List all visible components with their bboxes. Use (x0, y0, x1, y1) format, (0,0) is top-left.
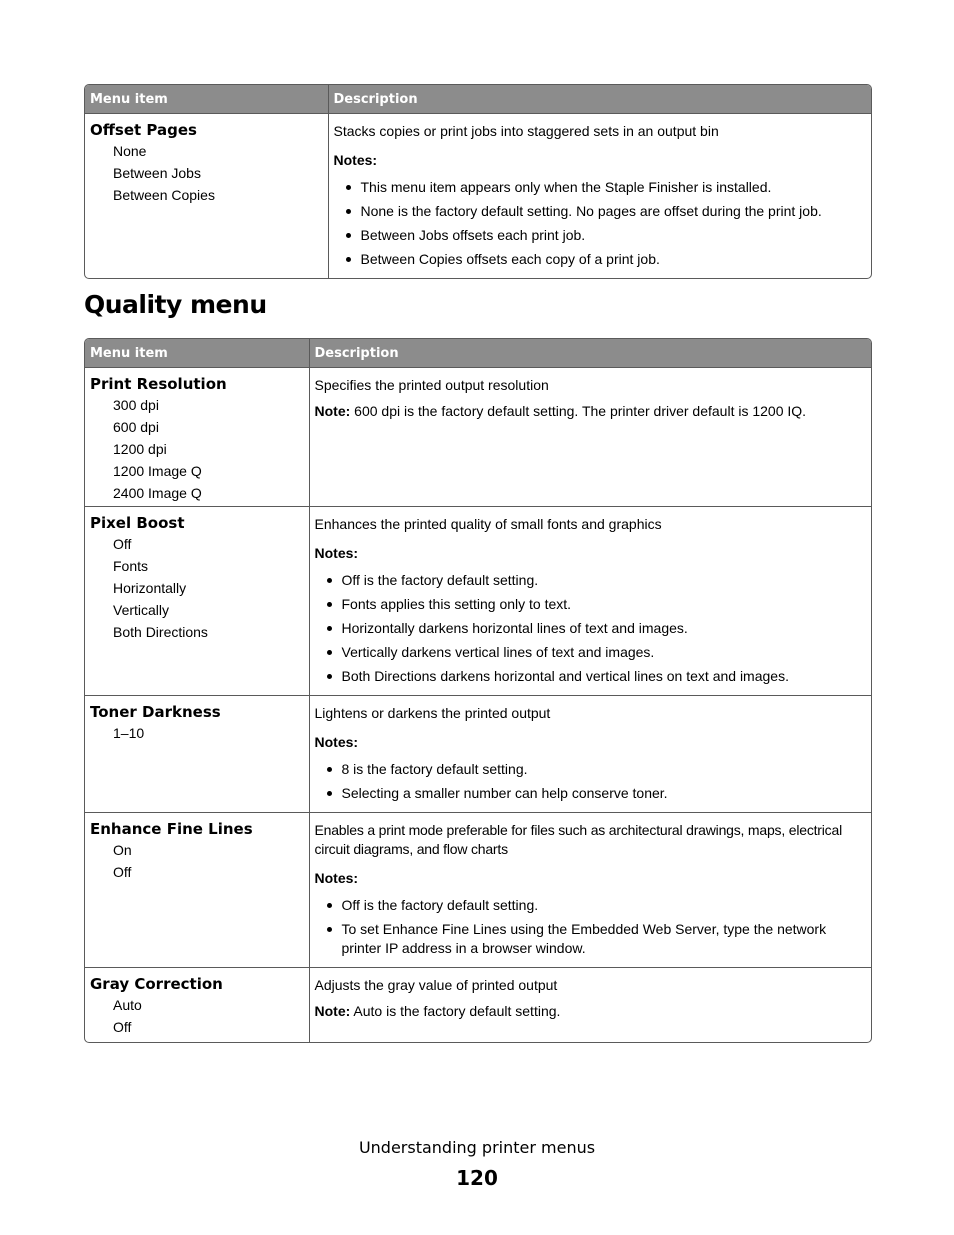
notes-label: Notes: (314, 545, 359, 561)
menu-option: 1–10 (113, 725, 145, 741)
description-cell (309, 507, 871, 696)
menu-option: Off (113, 864, 132, 880)
notes-label: Notes: (314, 870, 359, 886)
note-item: Off is the factory default setting. (315, 571, 867, 590)
menu-item-name: Gray Correction (90, 975, 223, 993)
menu-item-cell (85, 696, 309, 813)
menu-option: 300 dpi (113, 397, 159, 413)
description-cell (309, 968, 871, 1043)
notes-list (315, 571, 867, 686)
description-text: Enables a print mode preferable for files such as architectural drawings, maps, electrical circuit diagrams, and flow charts (314, 822, 842, 857)
table-row (85, 507, 871, 696)
notes-label: Notes: (314, 734, 359, 750)
description-text: Stacks copies or print jobs into staggered sets in an output bin (333, 123, 719, 139)
note-body: Auto is the factory default setting. (350, 1003, 561, 1019)
note-item: This menu item appears only when the Staple Finisher is installed. (334, 178, 867, 197)
note-item: None is the factory default setting. No pages are offset during the print job. (334, 202, 867, 221)
notes-list (334, 178, 867, 269)
table-header-row (85, 339, 871, 368)
menu-option: Off (113, 536, 132, 552)
column-header-description: Description (328, 85, 871, 114)
note-item: Between Jobs offsets each print job. (334, 226, 867, 245)
menu-option: 1200 Image Q (113, 463, 202, 479)
description-text: Lightens or darkens the printed output (314, 705, 551, 721)
menu-item-cell (85, 368, 309, 507)
note-item: Vertically darkens vertical lines of text and images. (315, 643, 867, 662)
table-row (85, 968, 871, 1043)
column-header-description: Description (309, 339, 871, 368)
description-cell (328, 114, 871, 279)
section-title: Quality menu (84, 290, 267, 319)
note-text (315, 1002, 867, 1021)
note-item: Horizontally darkens horizontal lines of text and images. (315, 619, 867, 638)
note-item: Both Directions darkens horizontal and vertical lines on text and images. (315, 667, 867, 686)
menu-item-name: Offset Pages (90, 121, 197, 139)
table-row (85, 813, 871, 968)
menu-option: 2400 Image Q (113, 485, 202, 501)
note-label: Note: (314, 403, 351, 419)
description-text: Enhances the printed quality of small fonts and graphics (314, 516, 662, 532)
note-item: Between Copies offsets each copy of a print job. (334, 250, 867, 269)
notes-list (315, 896, 867, 958)
description-text: Adjusts the gray value of printed output (314, 977, 558, 993)
menu-option: 600 dpi (113, 419, 159, 435)
offset-pages-table (84, 84, 872, 279)
menu-option: Off (113, 1019, 132, 1035)
menu-option: On (113, 842, 132, 858)
menu-option: Fonts (113, 558, 149, 574)
column-header-menu-item: Menu item (85, 339, 309, 368)
page-number: 120 (456, 1166, 498, 1190)
menu-option: Both Directions (113, 624, 208, 640)
note-label: Note: (314, 1003, 351, 1019)
note-item: 8 is the factory default setting. (315, 760, 867, 779)
menu-item-cell (85, 114, 328, 279)
menu-option: Between Jobs (113, 165, 201, 181)
table-row (85, 114, 871, 279)
menu-option: Auto (113, 997, 142, 1013)
note-item: Selecting a smaller number can help conserve toner. (315, 784, 867, 803)
note-item: To set Enhance Fine Lines using the Embedded Web Server, type the network printer IP address in a browser window. (315, 920, 867, 958)
note-item: Fonts applies this setting only to text. (315, 595, 867, 614)
notes-label: Notes: (333, 152, 378, 168)
description-cell (309, 368, 871, 507)
footer-title: Understanding printer menus (358, 1138, 596, 1157)
description-text: Specifies the printed output resolution (314, 377, 549, 393)
menu-item-name: Print Resolution (90, 375, 227, 393)
note-text (315, 402, 867, 421)
menu-option: Vertically (113, 602, 170, 618)
menu-option: Between Copies (113, 187, 215, 203)
menu-option: Horizontally (113, 580, 187, 596)
menu-option: 1200 dpi (113, 441, 167, 457)
menu-option: None (113, 143, 147, 159)
table-row (85, 696, 871, 813)
note-item: Off is the factory default setting. (315, 896, 867, 915)
menu-item-name: Toner Darkness (90, 703, 221, 721)
column-header-menu-item: Menu item (85, 85, 328, 114)
table-header-row (85, 85, 871, 114)
note-body: 600 dpi is the factory default setting. The printer driver default is 1200 IQ. (350, 403, 807, 419)
menu-item-cell (85, 813, 309, 968)
menu-item-cell (85, 968, 309, 1043)
menu-item-cell (85, 507, 309, 696)
table-row (85, 368, 871, 507)
description-cell (309, 813, 871, 968)
menu-item-name: Enhance Fine Lines (90, 820, 253, 838)
menu-item-name: Pixel Boost (90, 514, 185, 532)
description-cell (309, 696, 871, 813)
quality-menu-table (84, 338, 872, 1043)
notes-list (315, 760, 867, 803)
